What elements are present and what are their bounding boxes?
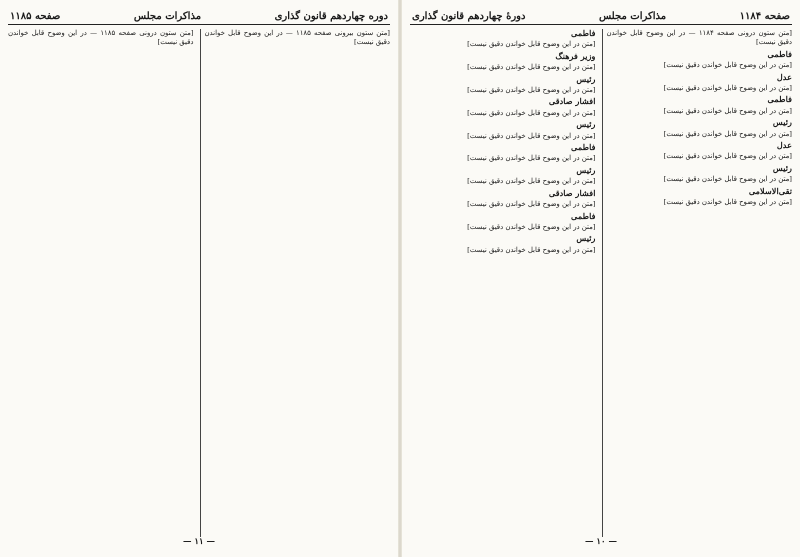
speaker-label: رئیس [576, 73, 596, 84]
speaker-label: وزیر فرهنگ [555, 50, 596, 61]
header-page-label: صفحه ۱۱۸۴ [739, 10, 790, 22]
speaker-label: عدل [776, 140, 792, 151]
speaker-label: رئیس [576, 119, 596, 130]
paragraph: [متن ستون درونی صفحه ۱۱۸۵ — در این وضوح قابل خواندن دقیق نیست] [8, 29, 194, 47]
header-title-center: مذاکرات مجلس [133, 10, 202, 22]
page-header [410, 8, 792, 25]
speaker-label: فاطمی [767, 48, 792, 59]
header-page-label: صفحه ۱۱۸۵ [10, 10, 61, 22]
paragraph: [متن در این وضوح قابل خواندن دقیق نیست] [467, 245, 596, 254]
paragraph: [متن در این وضوح قابل خواندن دقیق نیست] [467, 86, 596, 95]
speaker-label: فاطمی [767, 94, 792, 105]
paragraph: [متن ستون بیرونی صفحه ۱۱۸۵ — در این وضوح قابل خواندن دقیق نیست] [204, 29, 390, 47]
speaker-label: رئیس [576, 164, 596, 175]
paragraph: [متن در این وضوح قابل خواندن دقیق نیست] [663, 84, 792, 93]
speaker-label: رئیس [576, 233, 596, 244]
speaker-label: افشار صادقی [548, 187, 596, 198]
column-outer [410, 29, 596, 537]
columns [410, 29, 792, 537]
speaker-label: فاطمی [571, 29, 596, 38]
paragraph: [متن در این وضوح قابل خواندن دقیق نیست] [663, 152, 792, 161]
paragraph: [متن در این وضوح قابل خواندن دقیق نیست] [467, 177, 596, 186]
speaker-label: رئیس [772, 162, 792, 173]
paragraph: [متن در این وضوح قابل خواندن دقیق نیست] [467, 222, 596, 231]
header-title-center: مذاکرات مجلس [598, 10, 667, 22]
columns [8, 29, 390, 537]
speaker-label: فاطمی [571, 142, 596, 153]
paragraph: [متن ستون درونی صفحه ۱۱۸۴ — در این وضوح قابل خواندن دقیق نیست] [606, 29, 792, 47]
page-header [8, 8, 390, 25]
paragraph: [متن در این وضوح قابل خواندن دقیق نیست] [467, 200, 596, 209]
paragraph: [متن در این وضوح قابل خواندن دقیق نیست] [467, 40, 596, 49]
paragraph: [متن در این وضوح قابل خواندن دقیق نیست] [663, 175, 792, 184]
header-title-side: دورهٔ چهاردهم قانون گذاری [412, 10, 526, 22]
paragraph: [متن در این وضوح قابل خواندن دقیق نیست] [467, 108, 596, 117]
paragraph: [متن در این وضوح قابل خواندن دقیق نیست] [467, 63, 596, 72]
speaker-label: افشار صادقی [548, 96, 596, 107]
header-title-side: دوره چهاردهم قانون گذاری [274, 10, 388, 22]
paragraph: [متن در این وضوح قابل خواندن دقیق نیست] [663, 198, 792, 207]
paragraph: [متن در این وضوح قابل خواندن دقیق نیست] [467, 154, 596, 163]
speaker-label: رئیس [772, 117, 792, 128]
paragraph: [متن در این وضوح قابل خواندن دقیق نیست] [663, 106, 792, 115]
speaker-label: تقی‌الاسلامی [748, 185, 792, 196]
speaker-label: عدل [776, 71, 792, 82]
page-1184 [410, 8, 792, 549]
speaker-label: فاطمی [571, 210, 596, 221]
paragraph: [متن در این وضوح قابل خواندن دقیق نیست] [663, 129, 792, 138]
book-gutter [398, 0, 402, 557]
paragraph: [متن در این وضوح قابل خواندن دقیق نیست] [663, 61, 792, 70]
column-inner [602, 29, 793, 537]
page-1185 [8, 8, 390, 549]
page-number: — ۱۰ — [584, 537, 618, 547]
column-inner [8, 29, 194, 537]
paragraph: [متن در این وضوح قابل خواندن دقیق نیست] [467, 131, 596, 140]
page-number: — ۱۱ — [182, 537, 216, 547]
column-outer [200, 29, 391, 537]
